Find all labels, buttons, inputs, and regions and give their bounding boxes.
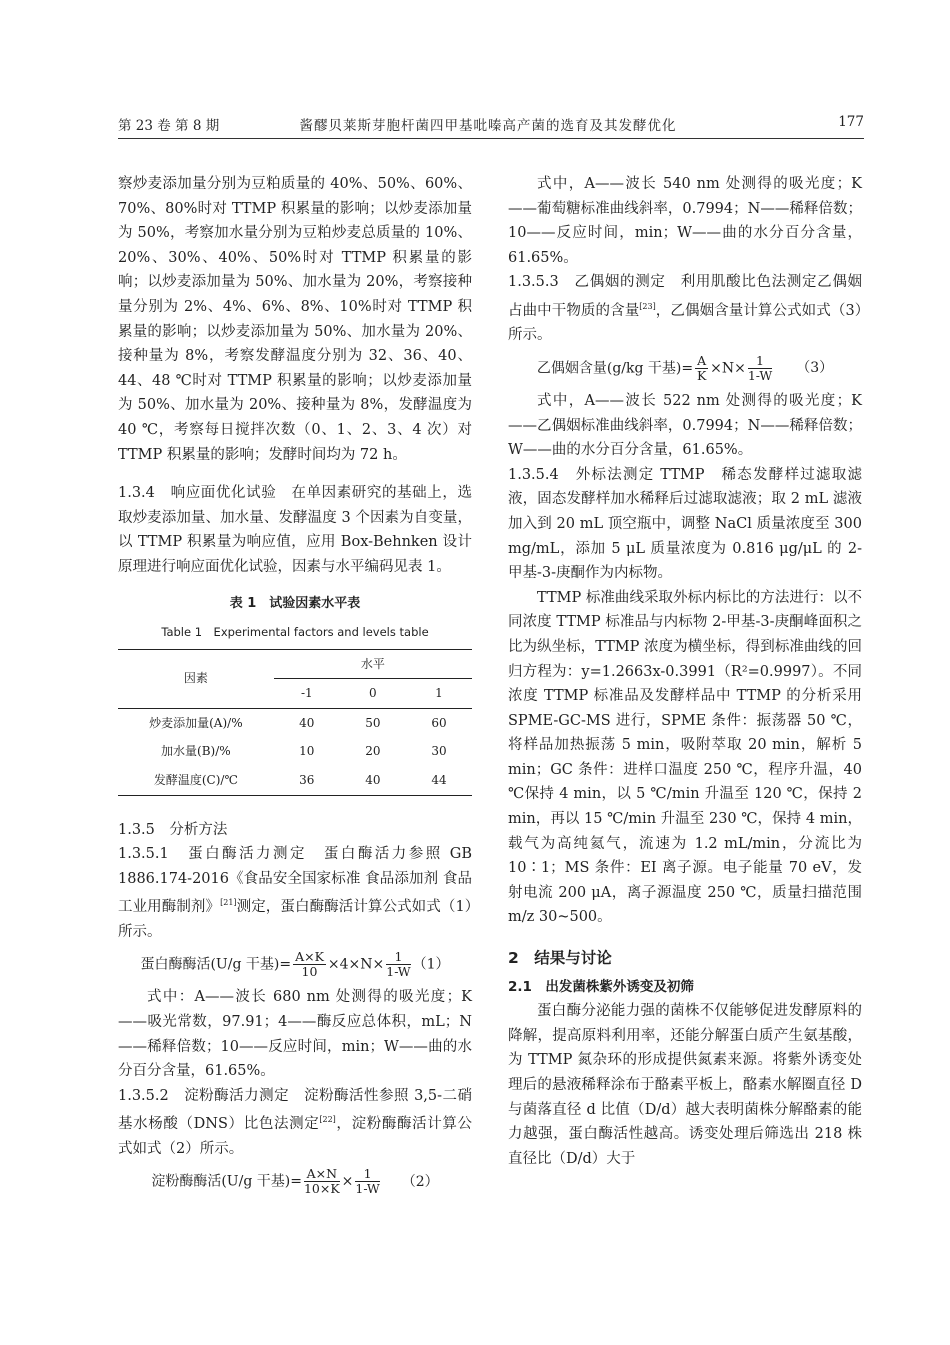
- right-column: [508, 172, 862, 1171]
- equation-number: （3）: [796, 360, 834, 377]
- section-1-3-5-2-tail: ，淀粉酶酶活计算公式如式（2）所示。: [118, 1116, 473, 1157]
- page-number: 177: [838, 114, 864, 130]
- fraction: [304, 1167, 340, 1196]
- running-header: [118, 112, 864, 134]
- section-1-3-5: 1.3.5 分析方法: [118, 821, 228, 838]
- numerator: A×N: [304, 1167, 340, 1182]
- formula-1-mid: ×4×N×: [327, 956, 385, 973]
- paragraph-single-factor: 察炒麦添加量分别为豆粕质量的 40%、50%、60%、70%、80%时对 TTMP 积累量的影响；以炒麦添加量为 50%，考察加水量分别为豆粕炒麦总质量的 10%、20%、30%、40%、50%时对 TTMP 积累量的影响；以炒麦添加量为 50%、加水量为 20%，考察接种量分别为 2%、4%、6%、8%、10%时对 TTMP 积累量的影响；以炒麦添加量为 50%、加水量为 20%、接种量为 8%，考察发酵温度分别为 32、36、40、44、48 ℃时对 TTMP 积累量的影响；以炒麦添加量为 50%、加水量为 20%、接种量为 8%，发酵温度为 40 ℃，考察每日搅拌次数（0、1、2、3、4 次）对 TTMP 积累量的影响；发酵时间均为 72 h。: [118, 176, 472, 463]
- formula-2: [118, 1167, 472, 1196]
- level-value: 44: [431, 773, 447, 788]
- section-1-3-5-2-text: 1.3.5.2 淀粉酶活力测定 淀粉酶活性参照 3,5-二硝基水杨酸（DNS）比色法测定: [118, 1087, 472, 1133]
- formula-2-mid: ×: [341, 1173, 354, 1190]
- level-value: 10: [299, 744, 315, 759]
- factor-level-table: [118, 649, 472, 796]
- formula-3-lhs: 乙偶姻含量(g/kg 干基)=: [536, 360, 694, 377]
- formula-1-legend: 式中：A——波长 680 nm 处测得的吸光度；K——吸光常数，97.91；4——酶反应总体积，mL；N——稀释倍数；10——反应时间，min；W——曲的水分百分含量，61.65%。: [118, 989, 472, 1080]
- denominator: 1-W: [386, 964, 411, 980]
- table-row: [118, 708, 472, 737]
- numerator: 1: [355, 1167, 379, 1182]
- numerator: A×K: [295, 949, 324, 965]
- numerator: 1: [748, 354, 772, 369]
- section-1-3-5-3-tail: ，乙偶姻含量计算公式如式（3）所示。: [508, 302, 863, 344]
- numerator: 1: [386, 950, 410, 965]
- level-value: 36: [299, 773, 315, 788]
- level-code: 1: [406, 679, 472, 709]
- level-value: 40: [299, 715, 315, 730]
- denominator: 10×K: [303, 1181, 340, 1197]
- level-header: 水平: [274, 649, 472, 679]
- fraction: [695, 354, 708, 383]
- section-1-3-5-2: [118, 1084, 472, 1162]
- formula-1: [118, 950, 472, 979]
- level-value: 30: [431, 744, 447, 759]
- formula-2-legend: 式中，A——波长 540 nm 处测得的吸光度；K——葡萄糖标准曲线斜率，0.7994；N——稀释倍数；10——反应时间，min；W——曲的水分百分含量，61.65%。: [508, 176, 862, 266]
- table-row: [118, 766, 472, 795]
- section-2-1-paragraph: 蛋白酶分泌能力强的菌株不仅能够促进发酵原料的降解，提高原料利用率，还能分解蛋白质产生氨基酸，为 TTMP 氮杂环的形成提供氮素来源。将紫外诱变处理后的悬液稀释涂布于酪素平板上，酪素水解圈直径 D 与菌落直径 d 比值（D/d）越大表明菌株分解酪素的能力越强，蛋白酶活性越高。诱变处理后筛选出 218 株直径比（D/d）大于: [508, 1003, 862, 1167]
- equation-number: （2）: [401, 1173, 439, 1190]
- formula-2-lhs: 淀粉酶酶活(U/g 干基)=: [151, 1173, 302, 1190]
- level-value: 60: [431, 715, 447, 730]
- level-code: 0: [340, 679, 406, 709]
- factor-header: 因素: [118, 649, 274, 708]
- table-1-title-en: Table 1 Experimental factors and levels table: [161, 625, 429, 640]
- section-1-3-5-3-text: 1.3.5.3 乙偶姻的测定 利用肌酸比色法测定乙偶姻占曲中干物质的含量: [508, 274, 862, 319]
- formula-3-legend: 式中，A——波长 522 nm 处测得的吸光度；K——乙偶姻标准曲线斜率，0.7994；N——稀释倍数；W——曲的水分百分含量，61.65%。: [508, 392, 862, 459]
- fraction: [386, 950, 410, 979]
- section-1-3-5-1: [118, 842, 472, 944]
- volume-issue: 第 23 卷 第 8 期: [118, 118, 220, 134]
- formula-3-mid: ×N×: [710, 360, 746, 377]
- denominator: 1-W: [355, 1181, 380, 1197]
- running-title: 酱醪贝莱斯芽胞杆菌四甲基吡嗪高产菌的选育及其发酵优化: [299, 118, 677, 134]
- section-2-heading: 2 结果与讨论: [508, 949, 612, 968]
- denominator: 10: [301, 964, 318, 980]
- header-rule: [118, 138, 864, 139]
- denominator: 1-W: [747, 367, 773, 383]
- citation-23: [23]: [639, 301, 656, 311]
- citation-22: [22]: [319, 1115, 336, 1125]
- level-value: 40: [365, 773, 381, 788]
- denominator: K: [696, 367, 707, 383]
- factor-name: 发酵温度(C)/℃: [153, 773, 238, 788]
- factor-name: 炒麦添加量(A)/%: [149, 715, 243, 730]
- level-value: 50: [365, 715, 381, 730]
- equation-number: （1）: [412, 956, 450, 973]
- section-1-3-5-3: [508, 270, 862, 348]
- numerator: A: [697, 352, 707, 368]
- fraction: [748, 354, 772, 383]
- table-1-title: 表 1 试验因素水平表: [229, 595, 361, 611]
- ttmp-standard-curve-paragraph: TTMP 标准曲线采取外标内标比的方法进行：以不同浓度 TTMP 标准品与内标物 2-甲基-3-庚酮峰面积之比为纵坐标，TTMP 浓度为横坐标，得到标准曲线的回归方程为：y=1.2663x-0.3991（R²=0.9997）。不同浓度 TTMP 标准品及发酵样品中 TTMP 的分析采用 SPME-GC-MS 进行，SPME 条件：振荡器 50 ℃，将样品加热振荡 5 min，吸附萃取 20 min，解析 5 min；GC 条件：进样口温度 250 ℃，程序升温，40 ℃保持 4 min，以 5 ℃/min 升温至 120 ℃，保持 2 min，再以 15 ℃/min 升温至 230 ℃，保持 4 min，载气为高纯氦气，流速为 1.2 mL/min，分流比为 10∶1；MS 条件：EI 离子源。电子能量 70 eV，发射电流 200 μA，离子源温度 250 ℃，质量扫描范围 m/z 30~500。: [508, 589, 862, 926]
- fraction: [293, 950, 326, 979]
- section-1-3-5-1-tail: 测定，蛋白酶酶活计算公式如式（1）所示。: [118, 899, 473, 940]
- formula-3: [508, 354, 862, 383]
- factor-name: 加水量(B)/%: [161, 744, 231, 759]
- level-value: 20: [365, 744, 381, 759]
- section-1-3-5-1-text: 1.3.5.1 蛋白酶活力测定 蛋白酶活力参照 GB 1886.174-2016《食品安全国家标准 食品添加剂 食品工业用酶制剂》: [118, 846, 472, 916]
- section-2-1-heading: 2.1 出发菌株紫外诱变及初筛: [508, 978, 694, 995]
- section-1-3-5-4: 1.3.5.4 外标法测定 TTMP 稀态发酵样过滤取滤液，固态发酵样加水稀释后过滤取滤液；取 2 mL 滤液加入到 20 mL 顶空瓶中，调整 NaCl 质量浓度至 300 mg/mL，添加 5 μL 质量浓度为 0.816 μg/μL 的 2-甲基-3-庚酮作为内标物。: [508, 466, 862, 582]
- fraction: [355, 1167, 379, 1196]
- citation-21: [21]: [220, 898, 237, 908]
- section-1-3-4: 1.3.4 响应面优化试验 在单因素研究的基础上，选取炒麦添加量、加水量、发酵温度 3 个因素为自变量，以 TTMP 积累量为响应值，应用 Box-Behnken 设计原理进行响应面优化试验，因素与水平编码见表 1。: [118, 485, 472, 575]
- table-row: [118, 737, 472, 766]
- formula-1-lhs: 蛋白酶酶活(U/g 干基)=: [140, 956, 292, 973]
- level-code: -1: [274, 679, 340, 709]
- left-column: [118, 172, 472, 1202]
